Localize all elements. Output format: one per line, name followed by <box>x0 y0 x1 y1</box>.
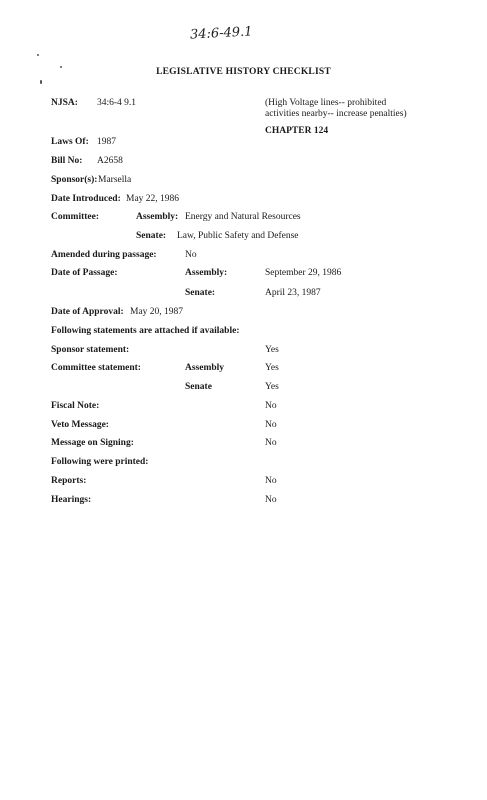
committee-label: Committee: <box>51 212 100 222</box>
message-on-signing-label: Message on Signing: <box>51 438 134 448</box>
passage-senate-label: Senate: <box>185 288 216 298</box>
veto-message-label: Veto Message: <box>51 420 109 430</box>
reports-value: No <box>265 476 277 486</box>
passage-assembly-value: September 29, 1986 <box>265 268 342 278</box>
sponsors-label: Sponsor(s): <box>51 175 98 185</box>
amended-value: No <box>185 250 197 260</box>
bill-no-label: Bill No: <box>51 156 83 166</box>
njsa-value: 34:6-4 9.1 <box>97 98 137 108</box>
committee-statement-senate-value: Yes <box>265 382 279 392</box>
hearings-label: Hearings: <box>51 495 92 505</box>
description-line2: activities nearby-- increase penalties) <box>265 109 407 119</box>
njsa-label: NJSA: <box>51 98 78 108</box>
passage-senate-value: April 23, 1987 <box>265 288 321 298</box>
hearings-value: No <box>265 495 277 505</box>
passage-assembly-label: Assembly: <box>185 268 228 278</box>
reports-label: Reports: <box>51 476 87 486</box>
date-of-approval-label: Date of Approval: <box>51 307 124 317</box>
laws-of-value: 1987 <box>97 137 116 147</box>
chapter: CHAPTER 124 <box>265 126 329 136</box>
handwritten-code: 34:6-49.1 <box>189 24 253 43</box>
description-line1: (High Voltage lines-- prohibited <box>265 98 387 108</box>
page-title: LEGISLATIVE HISTORY CHECKLIST <box>156 67 331 77</box>
committee-statement-label: Committee statement: <box>51 363 141 373</box>
committee-statement-assembly-value: Yes <box>265 363 279 373</box>
veto-message-value: No <box>265 420 277 430</box>
bill-no-value: A2658 <box>97 156 123 166</box>
sponsor-statement-value: Yes <box>265 345 279 355</box>
fiscal-note-label: Fiscal Note: <box>51 401 100 411</box>
sponsor-statement-label: Sponsor statement: <box>51 345 130 355</box>
fiscal-note-value: No <box>265 401 277 411</box>
committee-senate-value: Law, Public Safety and Defense <box>177 231 299 241</box>
committee-statement-assembly-label: Assembly <box>185 363 225 373</box>
date-introduced-value: May 22, 1986 <box>126 194 180 204</box>
amended-label: Amended during passage: <box>51 250 157 260</box>
statements-heading: Following statements are attached if available: <box>51 326 240 336</box>
date-of-approval-value: May 20, 1987 <box>130 307 184 317</box>
committee-statement-senate-label: Senate <box>185 382 212 392</box>
message-on-signing-value: No <box>265 438 277 448</box>
sponsors-value: Marsella <box>98 175 132 185</box>
printed-heading: Following were printed: <box>51 457 149 467</box>
committee-senate-label: Senate: <box>136 231 167 241</box>
date-of-passage-label: Date of Passage: <box>51 268 118 278</box>
laws-of-label: Laws Of: <box>51 137 89 147</box>
committee-assembly-value: Energy and Natural Resources <box>185 212 301 222</box>
date-introduced-label: Date Introduced: <box>51 194 121 204</box>
committee-assembly-label: Assembly: <box>136 212 179 222</box>
scan-speck <box>37 54 39 56</box>
scan-speck <box>40 80 42 84</box>
